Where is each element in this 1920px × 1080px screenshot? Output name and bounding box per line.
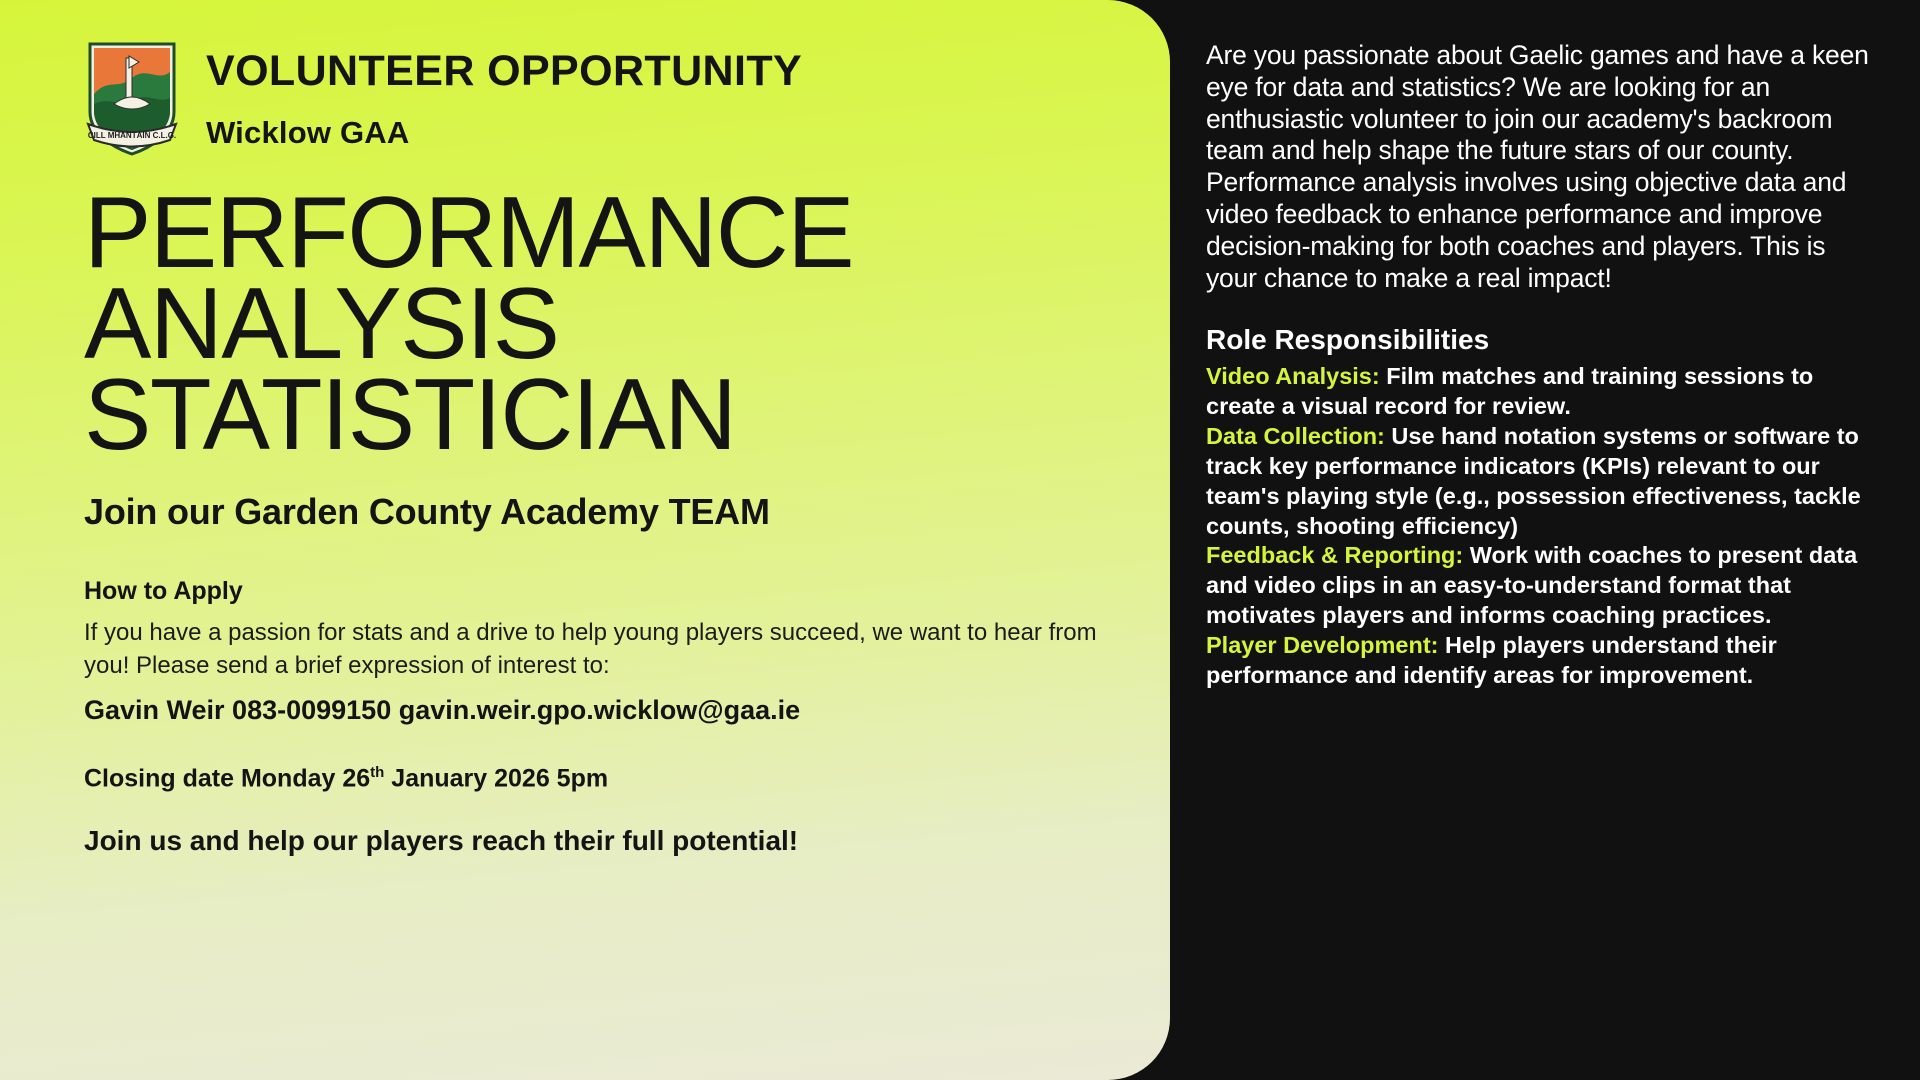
- how-to-apply-heading: How to Apply: [84, 576, 243, 605]
- closing-date-prefix: Closing date Monday 26: [84, 764, 371, 793]
- list-item-text: Help players understand their performance and identify areas for improvement.: [1206, 631, 1777, 688]
- call-to-action: Join us and help our players reach their full potential!: [84, 825, 799, 857]
- poster-org: Wicklow GAA: [206, 115, 410, 150]
- contact-details[interactable]: Gavin Weir 083-0099150 gavin.weir.gpo.wicklow@gaa.ie: [84, 694, 801, 725]
- intro-paragraph: Are you passionate about Gaelic games and have a keen eye for data and statistics? We are looking for an enthusiastic volunteer to join our academy's backroom team and help shape the future stars of our county. Performance analysis involves using objective data and video feedback to enhance performance and improve decision-making for both coaches and players. This is your chance to make a real impact!: [1206, 40, 1869, 293]
- crest-motto-text: CILL MHANTÁIN C.L.G.: [87, 131, 177, 140]
- poster-header: [84, 34, 1130, 158]
- page-title: [84, 177, 1130, 471]
- poster-kicker: VOLUNTEER OPPORTUNITY: [206, 47, 803, 95]
- list-item: [1206, 362, 1874, 422]
- page-title-line-3: STATISTICIAN: [84, 358, 736, 471]
- responsibilities-heading: Role Responsibilities: [1206, 324, 1490, 356]
- wicklow-gaa-crest-icon: [84, 38, 180, 158]
- closing-date: [84, 764, 1130, 793]
- list-item-label: Data Collection:: [1206, 423, 1385, 450]
- list-item-label: Feedback & Reporting:: [1206, 542, 1464, 569]
- list-item: [1206, 631, 1874, 691]
- responsibilities-list: [1206, 362, 1874, 690]
- page-title-line-2: ANALYSIS: [84, 267, 559, 380]
- closing-date-ordinal: th: [370, 763, 385, 781]
- list-item: [1206, 541, 1874, 631]
- right-panel: [1170, 0, 1920, 1080]
- list-item-text: Work with coaches to present data and video clips in an easy-to-understand format that motivates players and informs coaching practices.: [1206, 542, 1858, 629]
- list-item-text: Film matches and training sessions to create a visual record for review.: [1206, 363, 1814, 420]
- page-title-line-1: PERFORMANCE: [84, 177, 854, 289]
- header-text-block: [206, 34, 802, 151]
- list-item: [1206, 422, 1874, 541]
- closing-date-suffix: January 2026 5pm: [384, 764, 609, 793]
- list-item-text: Use hand notation systems or software to track key performance indicators (KPIs) relevant to our team's playing style (e.g., possession effectiveness, tackle counts, shooting efficiency): [1206, 423, 1861, 539]
- poster-tagline: Join our Garden County Academy TEAM: [84, 490, 770, 532]
- list-item-label: Player Development:: [1206, 631, 1439, 658]
- how-to-apply-body: If you have a passion for stats and a drive to help young players succeed, we want to hear from you! Please send a brief expression of interest to:: [84, 618, 1097, 680]
- list-item-label: Video Analysis:: [1206, 363, 1380, 390]
